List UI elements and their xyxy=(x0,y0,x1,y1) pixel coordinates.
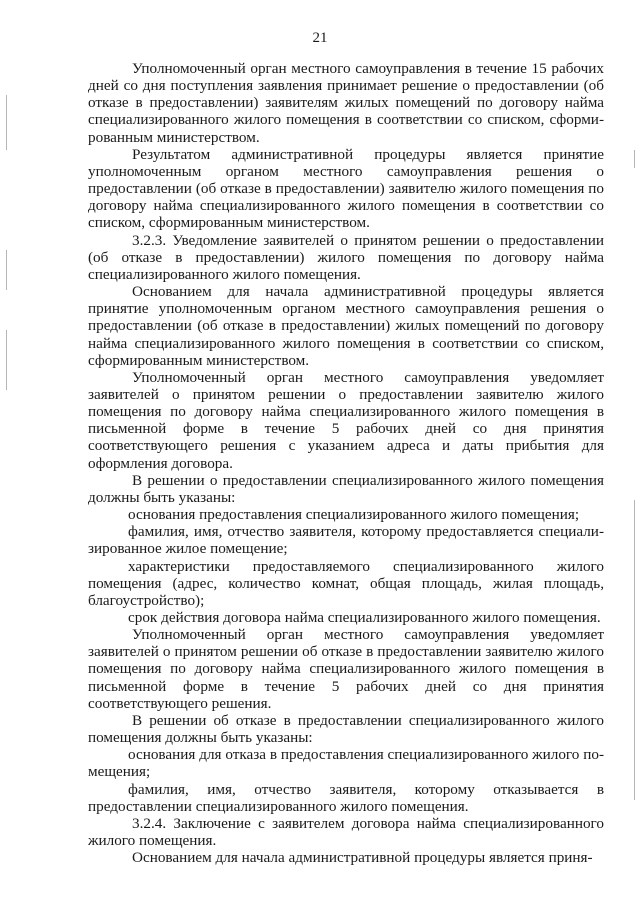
list-item: характеристики предоставляемого специализированного жилого помещения (адрес, количество комнат, общая площадь, жилая площадь, благоустройство); xyxy=(88,557,604,609)
paragraph: Основанием для начала административной процедуры является приня- xyxy=(132,849,593,867)
list-item: основания предоставления специализированного жилого помещения; xyxy=(128,506,580,524)
paragraph: Основанием для начала административной процедуры является принятие уполномоченным органом местного самоуправления решения о предоставлении (об отказе в предоставлении) жилых помещений по договору найма специализированного жилого помещения в соответствии со списком, сформированным министерством. xyxy=(88,283,604,369)
paragraph: Уполномоченный орган местного самоуправления уведомляет заявителей о принятом решении о предоставлении заявителю жилого помещения по договору найма специализированного жилого помещения в письменной форме в течение 5 рабочих дней со дня принятия соответствующего решения с указанием адреса и даты прибытия для оформления договора. xyxy=(88,368,604,472)
paragraph: В решении о предоставлении специализированного жилого помещения должны быть указаны: xyxy=(88,471,604,506)
paragraph: 3.2.4. Заключение с заявителем договора найма специализированного жилого помещения. xyxy=(88,814,604,850)
list-item: основания для отказа в предоставления специализированного жилого помещения; xyxy=(88,746,604,781)
paragraph: В решении об отказе в предоставлении специализированного жилого помещения должны быть указаны: xyxy=(88,711,604,747)
scan-mark-left xyxy=(6,250,7,290)
list-item: фамилия, имя, отчество заявителя, которому отказывается в предоставлении специализированного жилого помещения. xyxy=(88,780,604,815)
scan-mark-right xyxy=(634,500,635,800)
paragraph: Уполномоченный орган местного самоуправления уведомляет заявителей о принятом решении об отказе в предоставлении заявителю жилого помещения по договору найма специализированного жилого помещения в письменной форме в течение 5 рабочих дней со дня принятия соответствующего решения. xyxy=(88,626,604,712)
paragraph: 3.2.3. Уведомление заявителей о принятом решении о предоставлении (об отказе в предоставлении) жилого помещения по договору найма специализированного жилого помещения. xyxy=(88,231,604,283)
scan-mark-left xyxy=(6,95,7,150)
page-number: 21 xyxy=(312,30,328,46)
scan-mark-right xyxy=(634,150,635,168)
paragraph: Уполномоченный орган местного самоуправления в течение 15 рабочих дней со дня поступления заявления принимает решение о предоставлении (об отказе в предоставлении) заявителям жилых помещений по договору найма специализированного жилого помещения в соответствии со списком, сформированным министерством. xyxy=(88,60,604,146)
scan-mark-left xyxy=(6,330,7,390)
paragraph: Результатом административной процедуры является принятие уполномоченным органом местного самоуправления решения о предоставлении (об отказе в предоставлении) заявителю жилого помещения по договору найма специализированного жилого помещения в соответствии со списком, сформированным министерством. xyxy=(88,145,604,232)
list-item: срок действия договора найма специализированного жилого помещения. xyxy=(128,609,601,626)
list-item: фамилия, имя, отчество заявителя, которому предоставляется специализированное жилое помещение; xyxy=(88,523,604,558)
document-body xyxy=(88,60,604,866)
